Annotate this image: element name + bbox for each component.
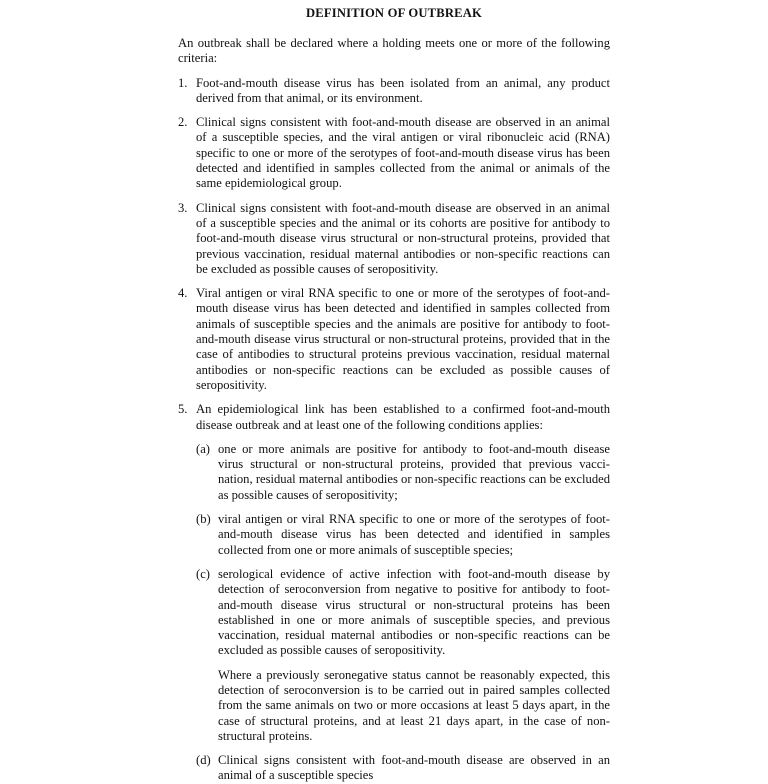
item-text: Clinical signs consistent with foot-and-mouth disease are observed in an animal of a susceptible species, and the viral antigen or viral ribonucleic acid (RNA) specific to one or more of the serotypes of foot-and-mouth disease virus has been detected and identified in samples collected from the animal or animals of the same epidemiological group. bbox=[196, 115, 610, 191]
item-number: 3. bbox=[178, 200, 188, 215]
criterion-item-3 bbox=[178, 201, 610, 277]
item-text: An epidemiological link has been established to a confirmed foot-and-mouth disease outbreak and at least one of the following conditions applies: bbox=[196, 402, 610, 432]
document-title: DEFINITION OF OUTBREAK bbox=[305, 6, 483, 20]
condition-c-note: Where a previously seronegative status cannot be reasonably expected, this detection of seroconversion is to be carried out in paired samples collected from the same animals on two or more occasions at least 5 days apart, in the case of structural proteins, and at least 21 days apart, in the case of non-structural proteins. bbox=[218, 667, 610, 743]
document-page bbox=[178, 0, 610, 784]
subitem-text: serological evidence of active infection with foot-and-mouth disease by detection of seroconversion from negative to positive for antibody to foot-and-mouth disease virus structural or non-structural proteins has been established in one or more animals of susceptible species, and previous vaccination, residual maternal antibodies or non-specific reactions can be excluded as possible causes of seropositivity. bbox=[218, 566, 610, 658]
item-text: Foot-and-mouth disease virus has been isolated from an animal, any product derived from that animal, or its environment. bbox=[196, 75, 610, 105]
condition-item-a bbox=[178, 442, 610, 503]
item-number: 5. bbox=[178, 402, 188, 417]
item-number: 2. bbox=[178, 115, 188, 130]
condition-item-b bbox=[178, 512, 610, 558]
criterion-item-4 bbox=[178, 286, 610, 393]
criterion-item-5 bbox=[178, 402, 610, 433]
subitem-label: (c) bbox=[196, 566, 210, 581]
subitem-text: Clinical signs consistent with foot-and-mouth disease are observed in an animal of a susceptible species bbox=[218, 753, 610, 783]
subitem-label: (b) bbox=[196, 512, 211, 527]
item-number: 1. bbox=[178, 75, 188, 90]
subitem-text: one or more animals are positive for antibody to foot-and-mouth disease virus structural or non-structural proteins, provided that previous vacci-nation, residual maternal antibodies or non-specific reactions can be excluded as possible causes of seropositivity; bbox=[218, 441, 610, 502]
item-text: Viral antigen or viral RNA specific to one or more of the serotypes of foot-and-mouth disease virus has been detected and identified in samples collected from animals of susceptible species and the animals are positive for antibody to foot-and-mouth disease virus structural or non-structural proteins, provided that in the case of antibodies to structural proteins previous vaccination, residual maternal antibodies or non-specific reactions can be excluded as possible causes of seropositivity. bbox=[196, 286, 610, 392]
criterion-item-1 bbox=[178, 76, 610, 107]
condition-item-d bbox=[178, 753, 610, 784]
intro-paragraph: An outbreak shall be declared where a holding meets one or more of the following criteria: bbox=[178, 36, 610, 66]
criterion-item-2 bbox=[178, 115, 610, 191]
subitem-label: (a) bbox=[196, 441, 210, 456]
item-text: Clinical signs consistent with foot-and-mouth disease are observed in an animal of a susceptible species and the animal or its cohorts are positive for antibody to foot-and-mouth disease virus structural or non-structural proteins, provided that previous vaccination, residual maternal antibodies or non-specific reactions can be excluded as possible causes of seropositivity. bbox=[196, 200, 610, 276]
condition-item-c bbox=[178, 567, 610, 659]
item-number: 4. bbox=[178, 286, 188, 301]
subitem-label: (d) bbox=[196, 753, 211, 768]
subitem-text: viral antigen or viral RNA specific to one or more of the serotypes of foot-and-mouth disease virus has been detected and identified in samples collected from one or more animals of susceptible species; bbox=[218, 512, 610, 557]
